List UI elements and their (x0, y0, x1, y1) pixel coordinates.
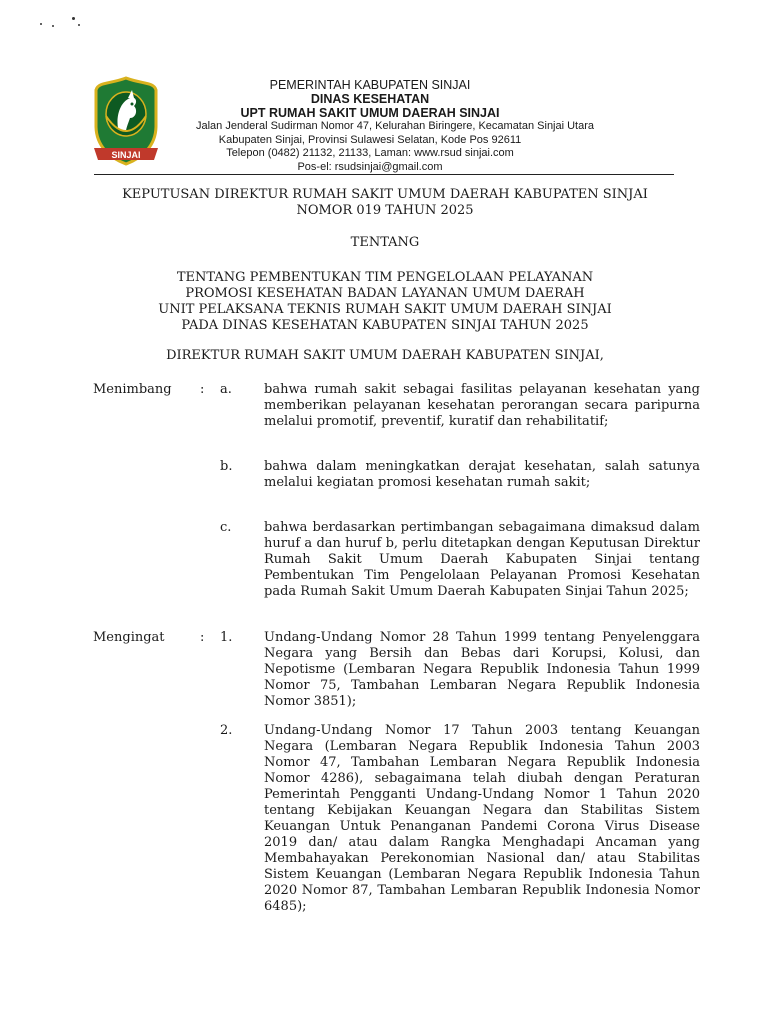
svg-text:SINJAI: SINJAI (111, 150, 141, 160)
item-marker: 2. (220, 723, 233, 738)
email-line: Pos-el: rsudsinjai@gmail.com (297, 160, 443, 173)
government-name: PEMERINTAH KABUPATEN SINJAI (269, 78, 471, 92)
subject-line: PADA DINAS KESEHATAN KABUPATEN SINJAI TAHUN 2025 (181, 318, 589, 333)
scan-speck (78, 24, 80, 26)
decree-title-line: KEPUTUSAN DIREKTUR RUMAH SAKIT UMUM DAERAH KABUPATEN SINJAI (122, 187, 648, 202)
consideration-item: bahwa dalam meningkatkan derajat kesehatan, salah satunya melalui kegiatan promosi kesehatan rumah sakit; (264, 459, 700, 490)
consideration-item: bahwa berdasarkan pertimbangan sebagaimana dimaksud dalam huruf a dan huruf b, perlu ditetapkan dengan Keputusan Direktur Rumah Sakit Umum Daerah Kabupaten Sinjai tentang Pembentukan Tim Pengelolaan Pelayanan Promosi Kesehatan pada Rumah Sakit Umum Daerah Kabupaten Sinjai Tahun 2025; (264, 520, 700, 599)
scan-speck (40, 23, 42, 25)
decree-title (80, 187, 690, 219)
hospital-name: UPT RUMAH SAKIT UMUM DAERAH SINJAI (240, 106, 500, 120)
department-name: DINAS KESEHATAN (310, 92, 430, 106)
decree-subject (80, 270, 690, 334)
subject-line: UNIT PELAKSANA TEKNIS RUMAH SAKIT UMUM DAERAH SINJAI (158, 302, 612, 317)
subject-line: TENTANG PEMBENTUKAN TIM PENGELOLAAN PELAYANAN (176, 270, 594, 285)
tentang-heading: TENTANG (350, 235, 420, 250)
menimbang-label: Menimbang (93, 382, 172, 397)
legal-basis-item: Undang-Undang Nomor 17 Tahun 2003 tentang Keuangan Negara (Lembaran Negara Republik Indonesia Tahun 2003 Nomor 47, Tambahan Lembaran Negara Republik Indonesia Nomor 4286), sebagaimana telah diubah dengan Peraturan Pemerintah Pengganti Undang-Undang Nomor 1 Tahun 2020 tentang Kebijakan Keuangan Negara dan Stabilitas Sistem Keuangan Untuk Penanganan Pandemi Corona Virus Disease 2019 dan/ atau dalam Rangka Menghadapi Ancaman yang Membahayakan Perekonomian Nasional dan/ atau Stabilitas Sistem Keuangan (Lembaran Negara Republik Indonesia Tahun 2020 Nomor 87, Tambahan Lembaran Republik Indonesia Nomor 6485); (264, 723, 700, 914)
phone-line: Telepon (0482) 21132, 21133, Laman: www.rsud sinjai.com (226, 147, 514, 159)
consideration-item: bahwa rumah sakit sebagai fasilitas pelayanan kesehatan yang memberikan pelayanan kesehatan perorangan secara paripurna melalui promotif, preventif, kuratif dan rehabilitatif; (264, 382, 700, 429)
item-marker: a. (220, 382, 232, 397)
decree-number: NOMOR 019 TAHUN 2025 (296, 203, 474, 218)
section-colon: : (200, 382, 205, 397)
scan-speck (72, 17, 75, 20)
address-line: Kabupaten Sinjai, Provinsi Sulawesi Selatan, Kode Pos 92611 (218, 133, 522, 146)
item-marker: b. (220, 459, 233, 474)
mengingat-label: Mengingat (93, 630, 165, 645)
item-marker: 1. (220, 630, 233, 645)
letterhead (170, 78, 595, 174)
director-heading: DIREKTUR RUMAH SAKIT UMUM DAERAH KABUPATEN SINJAI, (166, 348, 604, 363)
scan-speck (52, 25, 54, 27)
item-marker: c. (220, 520, 232, 535)
address-line: Jalan Jenderal Sudirman Nomor 47, Kelurahan Biringere, Kecamatan Sinjai Utara (195, 120, 595, 132)
legal-basis-item: Undang-Undang Nomor 28 Tahun 1999 tentang Penyelenggara Negara yang Bersih dan Bebas dari Korupsi, Kolusi, dan Nepotisme (Lembaran Negara Republik Indonesia Tahun 1999 Nomor 75, Tambahan Lembaran Negara Republik Indonesia Nomor 3851); (264, 630, 700, 709)
letterhead-divider (94, 174, 674, 175)
subject-line: PROMOSI KESEHATAN BADAN LAYANAN UMUM DAERAH (185, 286, 585, 301)
section-colon: : (200, 630, 205, 645)
